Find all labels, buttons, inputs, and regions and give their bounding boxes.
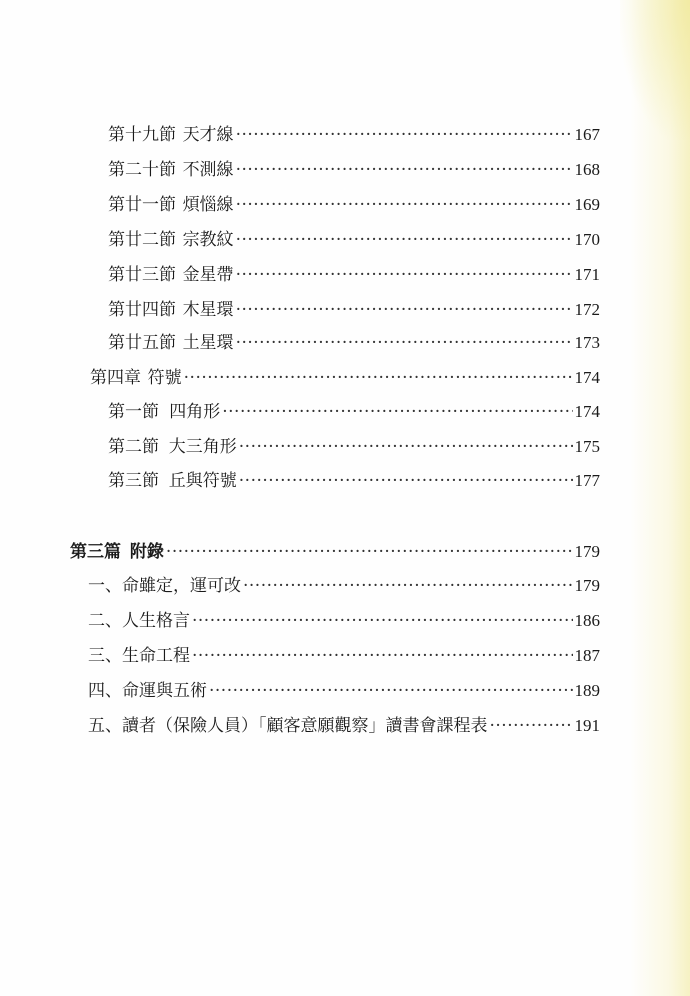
toc-entry[interactable] bbox=[108, 331, 600, 355]
page-number: 189 bbox=[574, 681, 600, 700]
toc-appendix-entry[interactable] bbox=[88, 574, 600, 598]
toc-appendix-entry[interactable] bbox=[88, 714, 600, 738]
chapter-title: 符號 bbox=[147, 368, 182, 388]
chapter-number: 第四章 bbox=[90, 368, 141, 388]
section-number: 第三節 bbox=[108, 471, 159, 491]
part-number: 第三篇 bbox=[70, 542, 121, 562]
toc-part-entry[interactable] bbox=[70, 540, 600, 564]
section-number: 第廿五節 bbox=[108, 333, 176, 353]
section-title: 四角形 bbox=[169, 402, 221, 422]
page-number: 187 bbox=[574, 646, 600, 665]
section-title: 不測線 bbox=[182, 160, 234, 180]
appendix-title: 四、命運與五術 bbox=[88, 681, 207, 701]
leader-dots bbox=[236, 298, 573, 322]
page-number: 173 bbox=[574, 333, 600, 352]
toc-entry[interactable] bbox=[108, 298, 600, 322]
toc-appendix-entry[interactable] bbox=[88, 644, 600, 668]
section-number: 第廿一節 bbox=[108, 195, 176, 215]
leader-dots bbox=[236, 228, 573, 252]
leader-dots bbox=[236, 158, 573, 182]
leader-dots bbox=[236, 193, 573, 217]
toc-entry[interactable] bbox=[108, 435, 600, 459]
leader-dots bbox=[239, 469, 573, 493]
page-number: 174 bbox=[574, 368, 600, 387]
page-number: 177 bbox=[574, 471, 600, 490]
toc-entry[interactable] bbox=[108, 123, 600, 147]
page-number: 171 bbox=[574, 265, 600, 284]
leader-dots bbox=[236, 123, 573, 147]
leader-dots bbox=[166, 540, 573, 564]
page-number: 175 bbox=[574, 437, 600, 456]
page-number: 191 bbox=[574, 716, 600, 735]
section-title: 丘與符號 bbox=[168, 471, 237, 491]
leader-dots bbox=[236, 263, 573, 287]
toc-appendix-entry[interactable] bbox=[88, 609, 600, 633]
section-number: 第一節 bbox=[108, 402, 159, 422]
page-number: 179 bbox=[574, 576, 600, 595]
appendix-title: 五、讀者（保險人員）「顧客意願觀察」讀書會課程表 bbox=[88, 716, 488, 736]
leader-dots bbox=[222, 400, 572, 424]
page-number: 186 bbox=[574, 611, 600, 630]
section-title: 金星帶 bbox=[182, 265, 234, 285]
section-title: 大三角形 bbox=[168, 437, 237, 457]
section-title: 天才線 bbox=[182, 125, 234, 145]
leader-dots bbox=[192, 609, 573, 633]
section-number: 第十九節 bbox=[108, 125, 176, 145]
leader-dots bbox=[184, 366, 573, 390]
leader-dots bbox=[209, 679, 573, 703]
page-number: 179 bbox=[574, 542, 600, 561]
appendix-title: 三、生命工程 bbox=[88, 646, 190, 666]
leader-dots bbox=[243, 574, 573, 598]
part-title: 附錄 bbox=[129, 542, 164, 562]
section-number: 第廿四節 bbox=[108, 300, 176, 320]
section-number: 第廿三節 bbox=[108, 265, 176, 285]
section-title: 木星環 bbox=[182, 300, 234, 320]
appendix-title: 一、命雖定，運可改 bbox=[88, 576, 241, 596]
page-number: 168 bbox=[574, 160, 600, 179]
toc-entry[interactable] bbox=[108, 228, 600, 252]
leader-dots bbox=[236, 331, 573, 355]
toc-entry[interactable] bbox=[108, 400, 600, 424]
leader-dots bbox=[192, 644, 573, 668]
toc-chapter-entry[interactable] bbox=[90, 366, 600, 390]
section-title: 宗教紋 bbox=[182, 230, 234, 250]
page-number: 174 bbox=[574, 402, 600, 421]
leader-dots bbox=[490, 714, 573, 738]
section-number: 第二十節 bbox=[108, 160, 176, 180]
section-number: 第廿二節 bbox=[108, 230, 176, 250]
toc-entry[interactable] bbox=[108, 158, 600, 182]
section-title: 煩惱線 bbox=[182, 195, 234, 215]
section-title: 土星環 bbox=[182, 333, 234, 353]
page-number: 172 bbox=[574, 300, 600, 319]
page-number: 170 bbox=[574, 230, 600, 249]
toc-entry[interactable] bbox=[108, 469, 600, 493]
section-number: 第二節 bbox=[108, 437, 159, 457]
toc-entry[interactable] bbox=[108, 263, 600, 287]
appendix-title: 二、人生格言 bbox=[88, 611, 190, 631]
toc-appendix-entry[interactable] bbox=[88, 679, 600, 703]
page-number: 169 bbox=[574, 195, 600, 214]
toc-entry[interactable] bbox=[108, 193, 600, 217]
page-number: 167 bbox=[574, 125, 600, 144]
leader-dots bbox=[239, 435, 573, 459]
